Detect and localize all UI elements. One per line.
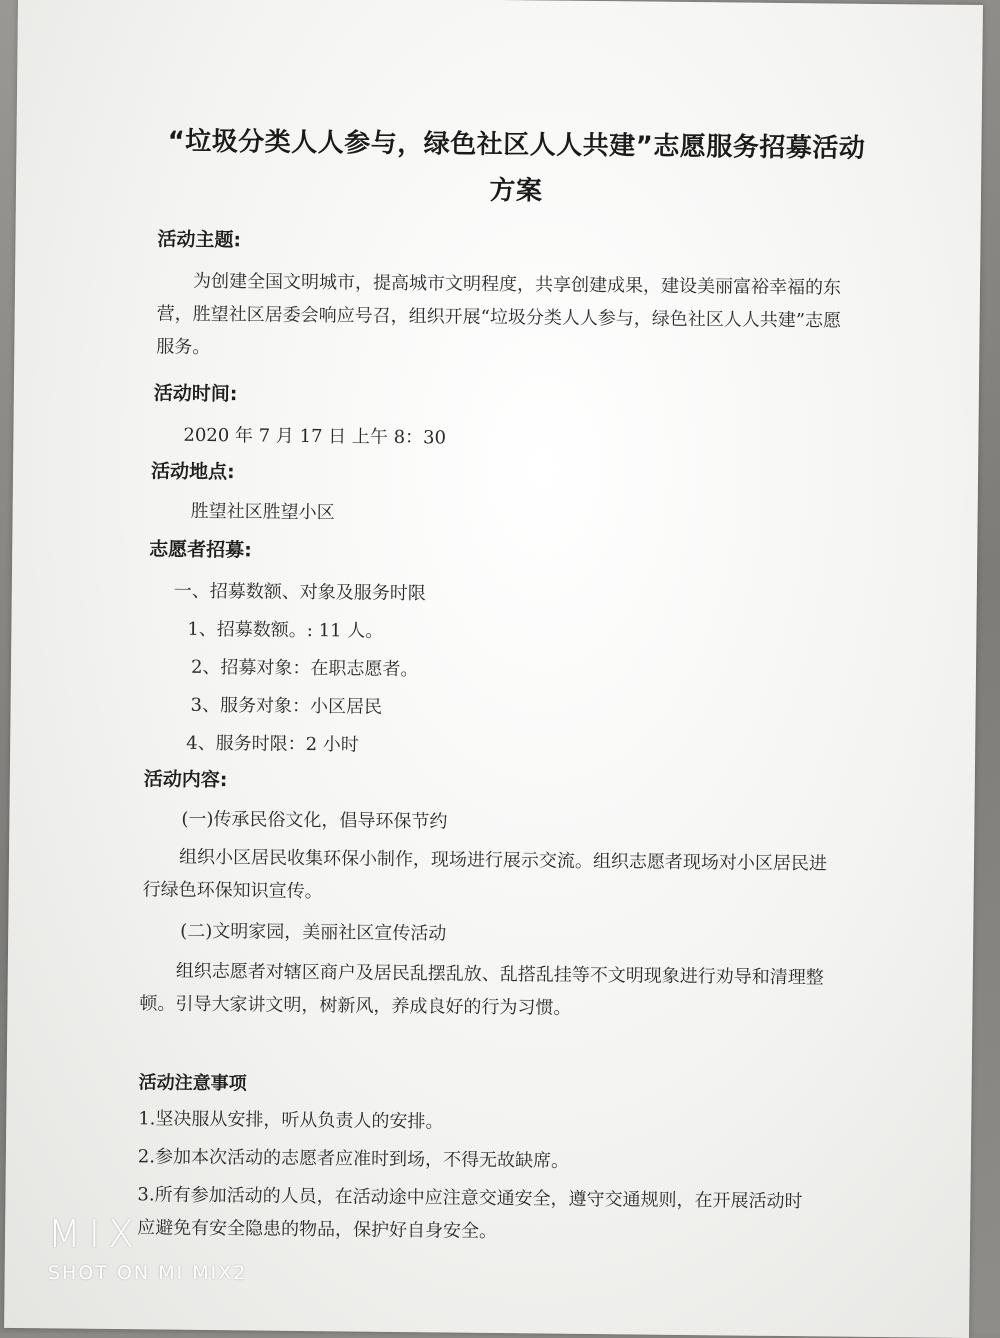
recruit-item: 2、招募对象：在职志愿者。	[190, 656, 419, 681]
notes-item: 1.坚决服从安排，听从负责人的安排。	[138, 1108, 444, 1133]
camera-watermark-caption: SHOT ON MI MIX2	[48, 1262, 248, 1284]
recruit-subheading: 一、招募数额、对象及服务时限	[173, 580, 426, 605]
recruit-item: 3、服务对象：小区居民	[190, 694, 383, 718]
content-section-body: 组织志愿者对辖区商户及居民乱摆乱放、乱搭乱挂等不文明现象进行劝导和清理整顿。引导大家讲文明，树新风，养成良好的行为习惯。	[139, 960, 824, 1019]
content-section-title: (一)传承民俗文化，倡导环保节约	[181, 808, 448, 833]
place-value: 胜望社区胜望小区	[190, 500, 335, 524]
document-title: “垃圾分类人人参与，绿色社区人人共建”志愿服务招募活动方案	[167, 126, 866, 207]
time-value: 2020 年 7 月 17 日 上午 8：30	[183, 424, 447, 449]
place-heading: 活动地点:	[150, 460, 235, 484]
content-section-body: 组织小区居民收集环保小制作，现场进行展示交流。组织志愿者现场对小区居民进行绿色环保知识宣传。	[142, 846, 828, 903]
recruit-item: 1、招募数额。: 11 人。	[187, 618, 384, 642]
time-heading: 活动时间:	[153, 382, 238, 406]
content-heading: 活动内容:	[143, 768, 228, 792]
document-sheet	[4, 0, 983, 1338]
theme-heading: 活动主题:	[157, 228, 242, 252]
notes-item: 3.所有参加活动的人员，在活动途中应注意交通安全，遵守交通规则，在开展活动时应避免有安全隐患的物品，保护好自身安全。	[137, 1184, 803, 1243]
recruit-item: 4、服务时限：2 小时	[186, 732, 359, 756]
camera-watermark-brand: MIX	[48, 1212, 143, 1256]
content-section-title: (二)文明家园，美丽社区宣传活动	[180, 920, 447, 945]
recruit-heading: 志愿者招募:	[149, 538, 252, 562]
theme-body: 为创建全国文明城市，提高城市文明程度，共享创建成果，建设美丽富裕幸福的东营，胜望社区居委会响应号召，组织开展“垃圾分类人人参与，绿色社区人人共建”志愿服务。	[156, 270, 842, 358]
notes-heading: 活动注意事项	[138, 1072, 247, 1095]
notes-item: 2.参加本次活动的志愿者应准时到场，不得无故缺席。	[137, 1146, 570, 1172]
